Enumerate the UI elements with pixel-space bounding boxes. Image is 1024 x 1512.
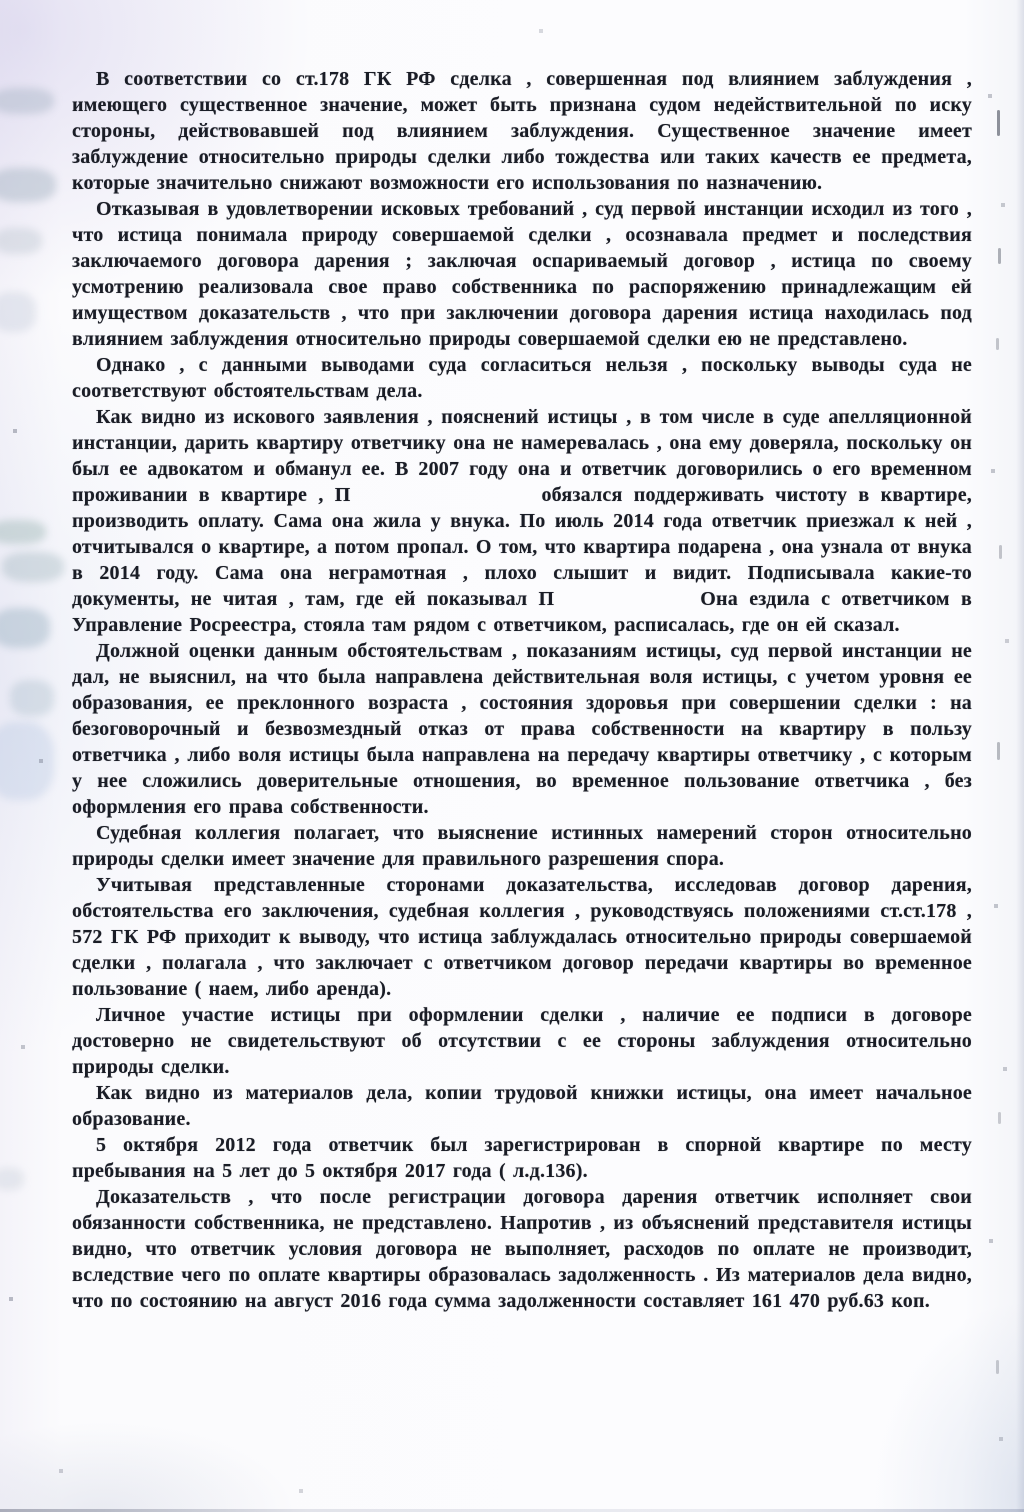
scan-dash-mark bbox=[998, 1112, 1001, 1124]
scan-dash-mark bbox=[996, 1360, 999, 1374]
bleed-through-smudge bbox=[0, 722, 54, 800]
bleed-through-smudge bbox=[0, 88, 54, 114]
paragraph-personal-participation: Личное участие истицы при оформлении сделки , наличие ее подписи в договоре достоверно не свидетельствуют об отсутствии с ее стороны заблуждения относительно природы сделки. bbox=[72, 1004, 972, 1078]
bleed-through-smudge bbox=[0, 228, 42, 254]
scan-noise-speckles bbox=[0, 0, 2, 2]
paragraph-debt: Доказательств , что после регистрации договора дарения ответчик исполняет свои обязанности собственника, не представлено. Напротив , из объяснений представителя истицы видно, что ответчик условия договора не выполняет, расходов по оплате не производит, вследствие чего по оплате квартиры образовалась задолженность . Из материалов дела видно, что по состоянию на август 2016 года сумма задолженности составляет 161 470 руб.63 коп. bbox=[72, 1186, 972, 1312]
bleed-through-smudge bbox=[0, 292, 36, 332]
scan-dash-mark bbox=[997, 110, 1000, 136]
scan-dash-mark bbox=[996, 338, 999, 350]
bleed-through-smudge bbox=[0, 1168, 24, 1190]
paragraph-collegium-opinion: Судебная коллегия полагает, что выяснение истинных намерений сторон относительно природы сделки имеет значение для правильного разрешения спора. bbox=[72, 822, 972, 870]
paragraph-registration: 5 октября 2012 года ответчик был зарегистрирован в спорной квартире по месту пребывания на 5 лет до 5 октября 2017 года ( л.д.136). bbox=[72, 1134, 972, 1182]
paragraph-plaintiff-statement: Как видно из искового заявления , пояснений истицы , в том числе в суде апелляционной инстанции, дарить квартиру ответчику она не намеревалась , она ему доверяла, поскольку он был ее адвокатом и обманул ее. В 2007 году она и ответчик договорились о его временном проживании в квартире , П обязался поддерживать чистоту в квартире, производить оплату. Сама она жила у внука. По июль 2014 года ответчик приезжал к ней , отчитывался о квартире, а потом пропал. О том, что квартира подарена , она узнала от внука в 2014 году. Сама она неграмотная , плохо слышит и видит. Подписывала какие-то документы, не читая , там, где ей показывал П Она ездила с ответчиком в Управление Росреестра, стояла там рядом с ответчиком, расписалась, где он ей сказал. bbox=[72, 406, 972, 636]
paragraph-collegium-conclusion: Учитывая представленные сторонами доказательства, исследовав договор дарения, обстоятельства его заключения, судебная коллегия , руководствуясь положениями ст.ст.178 , 572 ГК РФ приходит к выводу, что истица заблуждалась относительно природы совершаемой сделки , полагала , что заключает с ответчиком договор передачи квартиры во временное пользование ( наем, либо аренда). bbox=[72, 874, 972, 1000]
scan-right-edge-shadow bbox=[1016, 0, 1024, 1512]
paragraph-education: Как видно из материалов дела, копии трудовой книжки истицы, она имеет начальное образование. bbox=[72, 1082, 972, 1130]
bleed-through-smudge bbox=[0, 608, 50, 648]
paragraph-disagreement: Однако , с данными выводами суда согласиться нельзя , поскольку выводы суда не соответствуют обстоятельствам дела. bbox=[72, 354, 972, 402]
scan-dash-mark bbox=[997, 742, 1000, 760]
bleed-through-smudge bbox=[0, 520, 46, 544]
scan-dash-mark bbox=[999, 545, 1002, 559]
court-ruling-text bbox=[72, 66, 972, 1314]
paragraph-assessment-missing: Должной оценки данным обстоятельствам , показаниям истицы, суд первой инстанции не дал, не выяснил, на что была направлена действительная воля истицы, с учетом уровня ее образования, ее преклонного возраста , состояния здоровья при совершении сделки : на безоговорочный и безвозмездный отказ от права собственности на квартиру в пользу ответчика , либо воля истицы была направлена на передачу квартиры ответчику , с которым у нее сложились доверительные отношения, во временное пользование ответчика , без оформления его права собственности. bbox=[72, 640, 972, 818]
bleed-through-smudge bbox=[2, 552, 64, 582]
bleed-through-smudge bbox=[0, 168, 56, 202]
bleed-through-smudge bbox=[10, 680, 54, 716]
paragraph-first-instance-ruling: Отказывая в удовлетворении исковых требований , суд первой инстанции исходил из того , что истица понимала природу совершаемой сделки , осознавала предмет и последствия заключаемого договора дарения ; заключая оспариваемый договор , истица по своему усмотрению реализовала свое право собственника по распоряжению принадлежащим ей имуществом доказательств , что при заключении договора дарения истица находилась под влиянием заблуждения относительно природы совершаемой сделки ею не представлено. bbox=[72, 198, 972, 350]
paragraph-law-article-178: В соответствии со ст.178 ГК РФ сделка , совершенная под влиянием заблуждения , имеющего существенное значение, может быть признана судом недействительной по иску стороны, действовавшей под влиянием заблуждения. Существенное значение имеет заблуждение относительно природы сделки либо тождества или таких качеств ее предмета, которые значительно снижают возможности его использования по назначению. bbox=[72, 68, 972, 194]
scan-dash-mark bbox=[998, 248, 1001, 264]
